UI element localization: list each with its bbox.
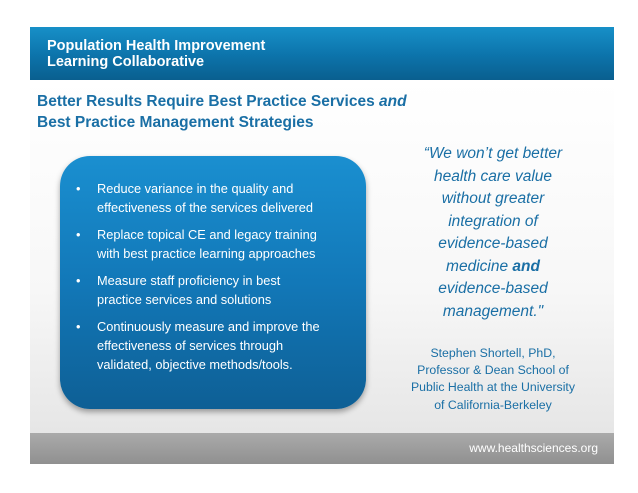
quote-line: evidence-based bbox=[438, 235, 548, 252]
quote-line: integration of bbox=[448, 212, 538, 230]
quote-line bbox=[392, 256, 594, 279]
bullet-text-line: Measure staff proficiency in best bbox=[97, 273, 281, 288]
footer-bar bbox=[30, 433, 614, 464]
header-title bbox=[47, 38, 265, 70]
quote-line: “We won’t get better bbox=[423, 145, 563, 162]
bullet-list bbox=[74, 179, 359, 382]
bullet-marker: • bbox=[76, 181, 81, 196]
attribution-line: Professor & Dean School of bbox=[417, 363, 569, 378]
bullet-text-line: Reduce variance in the quality and bbox=[97, 181, 294, 196]
bullet-item bbox=[74, 225, 359, 263]
bullet-text-line: with best practice learning approaches bbox=[97, 246, 316, 261]
bullet-item bbox=[74, 271, 359, 309]
bullet-box bbox=[60, 156, 366, 409]
bullet-text-line: practice services and solutions bbox=[97, 292, 272, 307]
header-bar bbox=[30, 27, 614, 80]
header-title-line2: Learning Collaborative bbox=[47, 54, 205, 70]
bullet-item bbox=[74, 317, 359, 374]
attribution-line: Stephen Shortell, PhD, bbox=[430, 346, 556, 360]
quote-line: management." bbox=[442, 302, 544, 320]
bullet-text-line: Continuously measure and improve the bbox=[97, 319, 320, 334]
header-title-line1: Population Health Improvement bbox=[47, 38, 266, 54]
subtitle-emphasis: and bbox=[379, 93, 407, 110]
bullet-marker: • bbox=[76, 227, 81, 242]
bullet-text-line: Replace topical CE and legacy training bbox=[97, 227, 317, 242]
attribution-line: Public Health at the University bbox=[410, 380, 576, 395]
quote-line-text: medicine bbox=[446, 257, 513, 275]
quote-block bbox=[392, 143, 594, 323]
bullet-text-line: validated, objective methods/tools. bbox=[97, 357, 293, 372]
bullet-item bbox=[74, 179, 359, 217]
attribution-line: of California-Berkeley bbox=[434, 397, 552, 412]
subtitle-line1-text: Better Results Require Best Practice Services bbox=[37, 93, 380, 110]
bullet-text-line: effectiveness of the services delivered bbox=[97, 200, 314, 215]
subtitle-line2: Best Practice Management Strategies bbox=[37, 114, 314, 131]
quote-line: without greater bbox=[441, 190, 545, 207]
slide bbox=[30, 27, 614, 464]
bullet-marker: • bbox=[76, 319, 81, 334]
quote-line: evidence-based bbox=[438, 280, 548, 297]
quote-attribution bbox=[392, 345, 594, 414]
subtitle-line1 bbox=[37, 91, 407, 112]
quote-emphasis: and bbox=[512, 257, 540, 275]
footer-url: www.healthsciences.org bbox=[469, 441, 598, 455]
slide-subtitle bbox=[37, 91, 407, 133]
bullet-marker: • bbox=[76, 273, 81, 288]
bullet-text-line: effectiveness of services through bbox=[97, 338, 284, 353]
quote-line: health care value bbox=[433, 167, 553, 185]
